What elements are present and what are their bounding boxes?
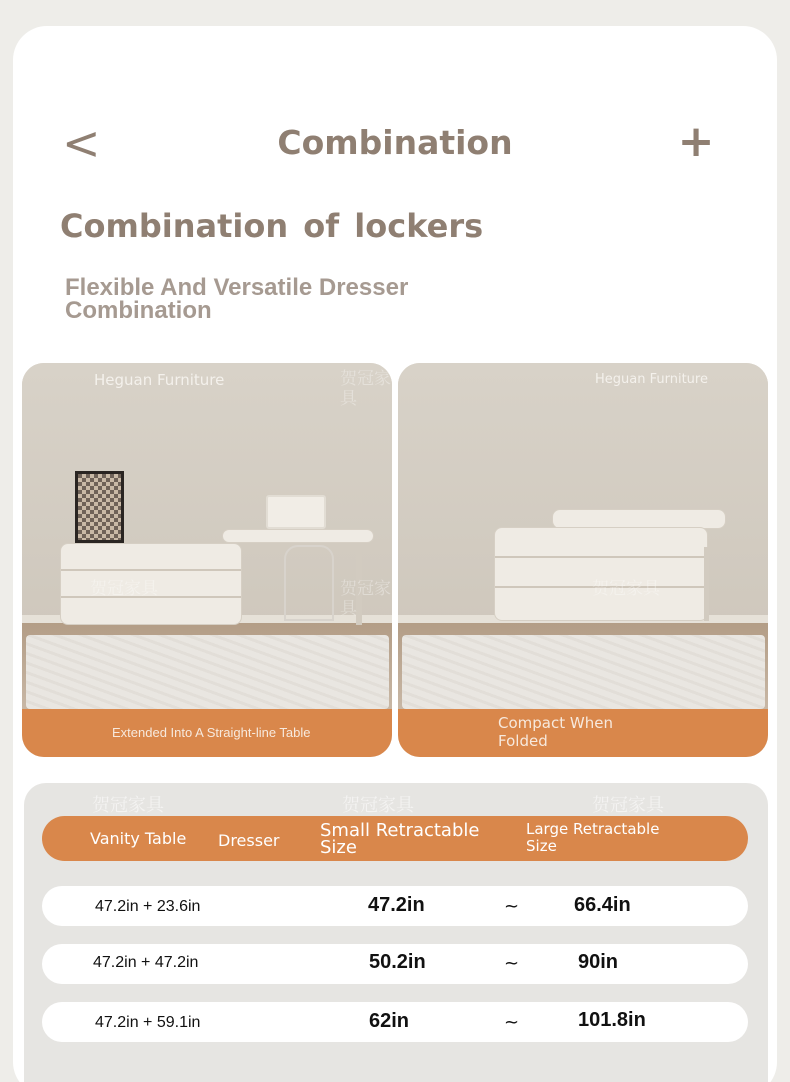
header-vanity-table: Vanity Table xyxy=(90,829,187,848)
watermark: 贺冠家具 xyxy=(340,579,391,619)
photo-rug xyxy=(26,635,389,709)
header-dresser: Dresser xyxy=(218,831,280,850)
brand-label: Heguan Furniture xyxy=(595,372,708,387)
table-row xyxy=(42,944,748,984)
vanity-tabletop xyxy=(222,529,374,543)
combo-cell: 47.2in + 59.1in xyxy=(95,1014,201,1031)
watermark: 贺冠家具 xyxy=(92,795,164,816)
watermark: 贺冠家具 xyxy=(592,795,664,816)
page-title: Combination xyxy=(277,123,513,162)
photo-folded-dresser xyxy=(398,363,768,757)
large-size-cell: 66.4in xyxy=(574,894,631,916)
section-title: Combination of lockers xyxy=(60,207,484,245)
add-button[interactable] xyxy=(676,117,716,167)
plus-icon: + xyxy=(677,116,715,167)
vanity-mirror xyxy=(266,495,326,529)
photo-rug xyxy=(402,635,765,709)
chevron-left-icon: < xyxy=(62,116,101,170)
size-table-header xyxy=(42,816,748,861)
range-separator: ~ xyxy=(504,896,520,917)
small-size-cell: 47.2in xyxy=(368,894,425,916)
top-navigation-bar xyxy=(0,0,790,200)
large-size-cell: 90in xyxy=(578,951,619,973)
header-large-size: Large Retractable Size xyxy=(526,820,660,855)
photo-caption: Compact When Folded xyxy=(498,714,613,750)
watermark: 贺冠家具 xyxy=(90,579,158,599)
combo-cell: 47.2in + 23.6in xyxy=(95,898,201,915)
dresser-leg xyxy=(704,547,709,621)
small-size-cell: 50.2in xyxy=(369,951,426,973)
checkered-wall-art xyxy=(75,471,124,543)
header-small-size: Small Retractable Size xyxy=(320,820,480,858)
dresser-unit xyxy=(494,527,708,621)
range-separator: ~ xyxy=(504,1012,520,1033)
table-row xyxy=(42,886,748,926)
section-subtitle: Flexible And Versatile Dresser Combination xyxy=(65,274,409,324)
small-size-cell: 62in xyxy=(369,1010,410,1032)
large-size-cell: 101.8in xyxy=(578,1009,646,1031)
vanity-chair xyxy=(284,545,334,621)
watermark: 贺冠家具 xyxy=(340,369,391,409)
photo-extended-table xyxy=(22,363,392,757)
range-separator: ~ xyxy=(504,953,520,974)
brand-label: Heguan Furniture xyxy=(94,371,225,389)
watermark: 贺冠家具 xyxy=(342,795,414,816)
photo-caption: Extended Into A Straight-line Table xyxy=(112,725,311,740)
vanity-tabletop xyxy=(552,509,726,529)
combo-cell: 47.2in + 47.2in xyxy=(93,954,199,971)
watermark: 贺冠家具 xyxy=(592,579,660,599)
table-row xyxy=(42,1002,748,1042)
